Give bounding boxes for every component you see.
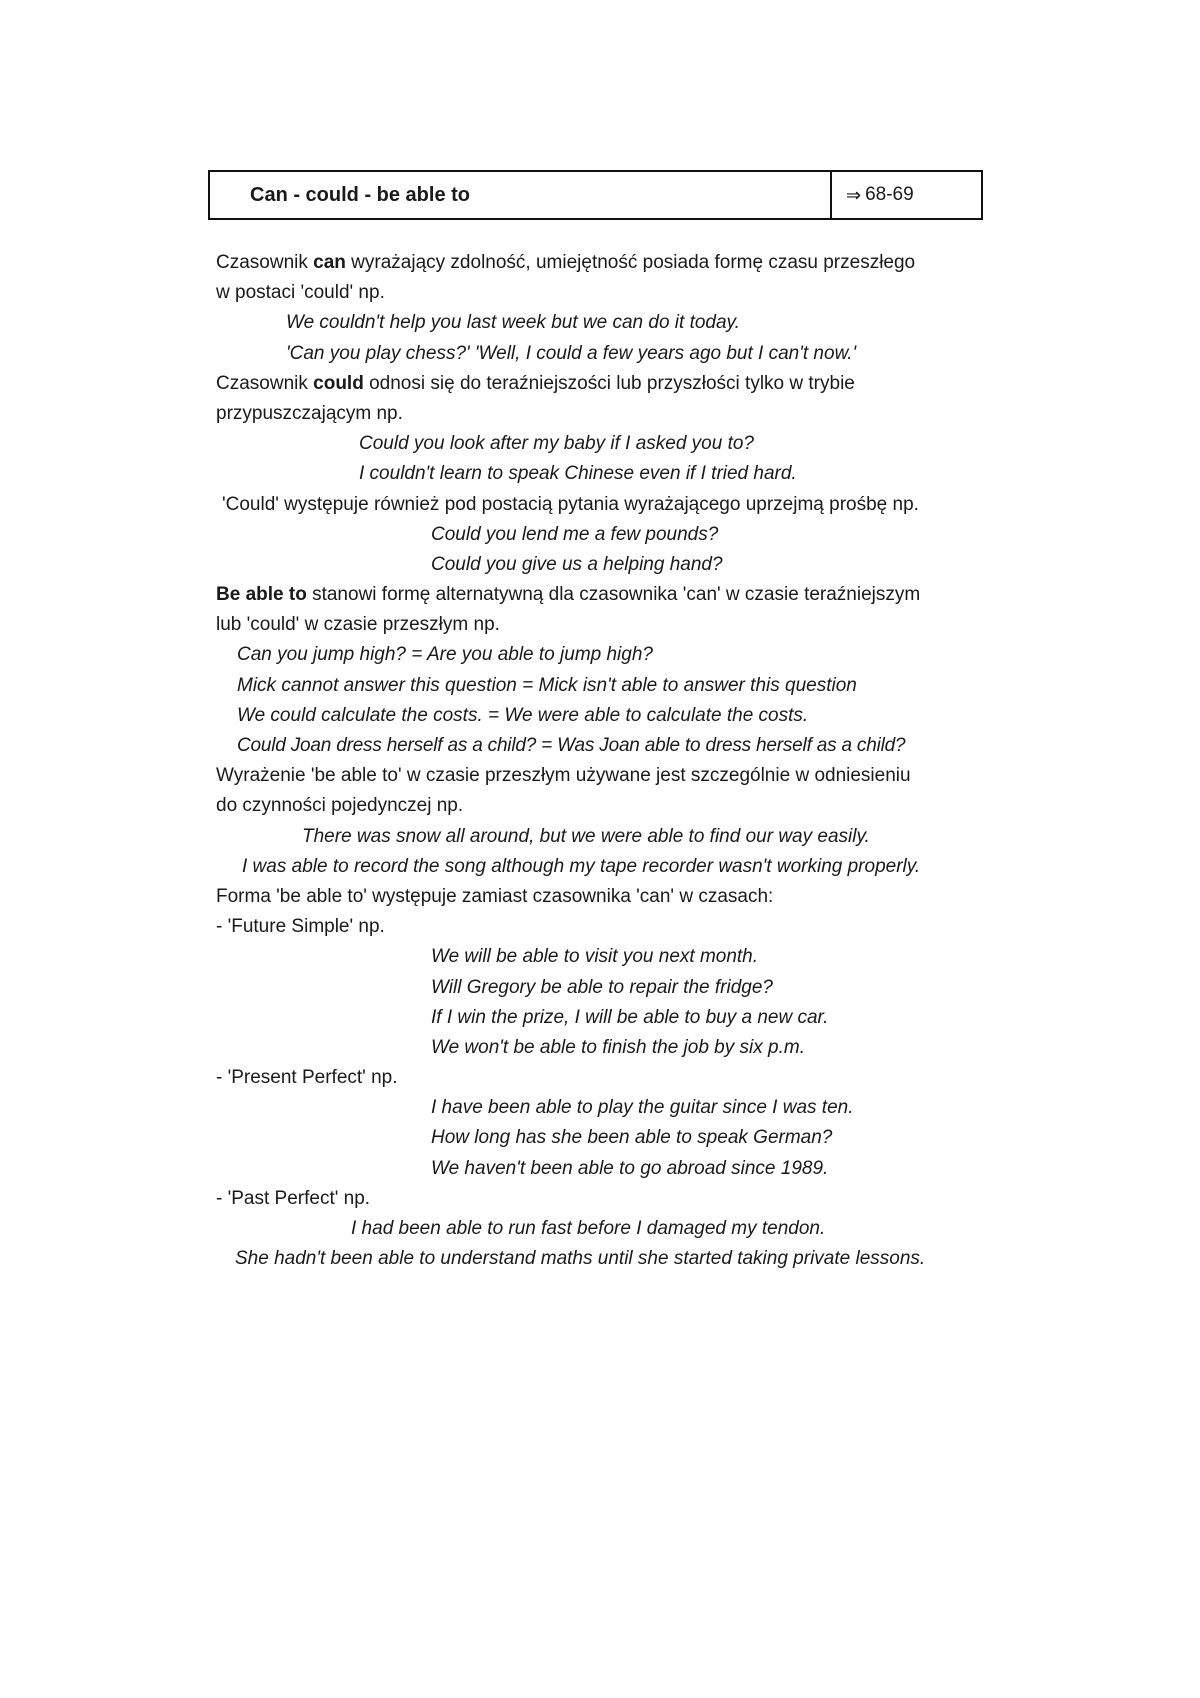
- example-sentence: She hadn't been able to understand maths until she started taking private lessons.: [235, 1248, 926, 1270]
- example-sentence: I couldn't learn to speak Chinese even if I tried hard.: [359, 463, 797, 485]
- example-sentence: Can you jump high? = Are you able to jump high?: [237, 644, 653, 666]
- present-perfect-label: - 'Present Perfect' np.: [216, 1067, 398, 1089]
- example-sentence: If I win the prize, I will be able to buy a new car.: [431, 1006, 829, 1028]
- example-sentence: There was snow all around, but we were able to find our way easily.: [302, 825, 870, 847]
- keyword-be-able-to: Be able to: [216, 584, 307, 606]
- example-sentence: 'Can you play chess?' 'Well, I could a few years ago but I can't now.': [286, 342, 857, 364]
- example-sentence: Mick cannot answer this question = Mick isn't able to answer this question: [237, 674, 857, 696]
- grammar-content: [216, 248, 986, 1274]
- example-sentence: We couldn't help you last week but we can do it today.: [286, 312, 740, 334]
- example-sentence: Could Joan dress herself as a child? = Was Joan able to dress herself as a child?: [237, 735, 906, 756]
- page-reference: [832, 172, 981, 218]
- past-usage-intro-line2: do czynności pojedynczej np.: [216, 795, 464, 817]
- example-sentence: Could you lend me a few pounds?: [431, 523, 719, 545]
- example-sentence: We will be able to visit you next month.: [431, 946, 759, 968]
- past-usage-intro: Wyrażenie 'be able to' w czasie przeszłym używane jest szczególnie w odniesieniu: [216, 765, 911, 787]
- future-simple-label: - 'Future Simple' np.: [216, 916, 385, 938]
- example-sentence: How long has she been able to speak German?: [431, 1127, 833, 1149]
- reference-pages: 68-69: [865, 184, 914, 205]
- example-sentence: I had been able to run fast before I damaged my tendon.: [351, 1218, 826, 1239]
- example-sentence: I was able to record the song although my tape recorder wasn't working properly.: [242, 855, 921, 877]
- could-intro-line2: przypuszczającym np.: [216, 402, 403, 424]
- forms-intro: Forma 'be able to' występuje zamiast czasownika 'can' w czasach:: [216, 885, 774, 907]
- could-intro: Czasownik could odnosi się do teraźniejszości lub przyszłości tylko w trybie: [216, 372, 855, 394]
- double-right-arrow-icon: ⇒: [846, 184, 862, 205]
- can-intro: Czasownik can wyrażający zdolność, umiejętność posiada formę czasu przeszłego: [216, 252, 916, 273]
- section-title: Can - could - be able to: [210, 172, 832, 218]
- example-sentence: Could you give us a helping hand?: [431, 553, 723, 575]
- be-able-to-intro: Be able to stanowi formę alternatywną dla czasownika 'can' w czasie teraźniejszym: [216, 584, 921, 606]
- polite-request-intro: 'Could' występuje również pod postacią pytania wyrażającego uprzejmą prośbę np.: [222, 493, 919, 515]
- section-header: [208, 170, 983, 220]
- example-sentence: Will Gregory be able to repair the fridge?: [431, 976, 773, 998]
- example-sentence: We won't be able to finish the job by six p.m.: [431, 1036, 805, 1058]
- keyword-could: could: [313, 372, 364, 394]
- example-sentence: We could calculate the costs. = We were able to calculate the costs.: [237, 704, 809, 726]
- example-sentence: We haven't been able to go abroad since 1989.: [431, 1157, 829, 1179]
- example-sentence: I have been able to play the guitar since I was ten.: [431, 1097, 854, 1119]
- be-able-to-intro-line2: lub 'could' w czasie przeszłym np.: [216, 614, 500, 636]
- example-sentence: Could you look after my baby if I asked you to?: [359, 433, 754, 455]
- past-perfect-label: - 'Past Perfect' np.: [216, 1187, 371, 1209]
- can-intro-line2: w postaci 'could' np.: [216, 282, 385, 304]
- keyword-can: can: [313, 252, 346, 273]
